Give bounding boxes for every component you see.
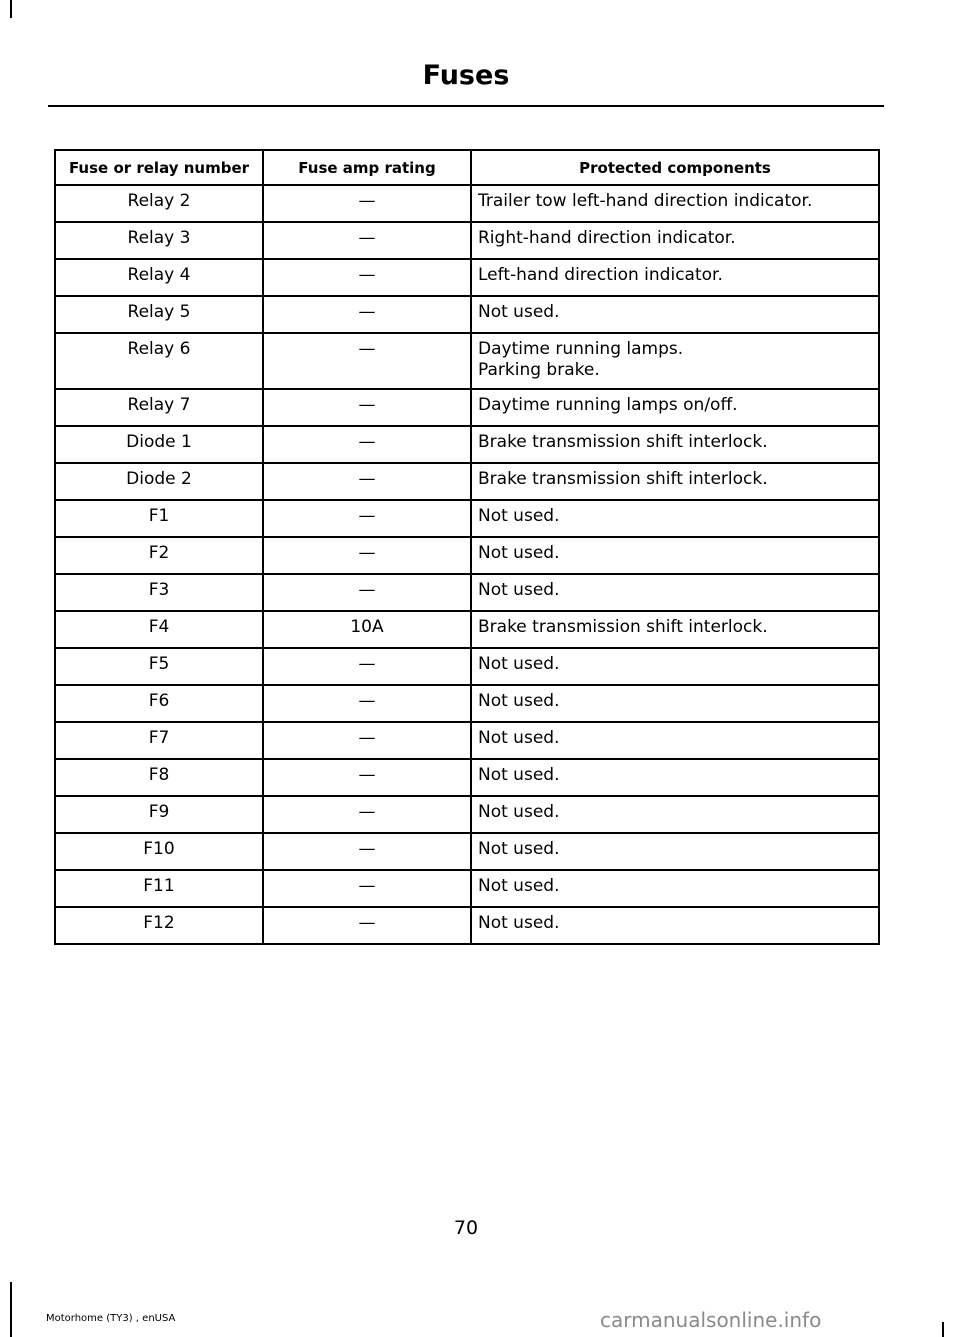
fuse-number-cell: Diode 2 [55, 463, 263, 500]
table-row [55, 833, 879, 870]
amp-rating-cell: — [263, 574, 471, 611]
table-row [55, 426, 879, 463]
amp-rating-cell: — [263, 796, 471, 833]
title-divider [48, 105, 884, 107]
watermark: carmanualsonline.info [600, 1308, 822, 1332]
table-row [55, 296, 879, 333]
protected-components-cell: Not used. [471, 648, 879, 685]
document-info: Motorhome (TY3) , enUSA [46, 1313, 176, 1324]
fuse-number-cell: Relay 6 [55, 333, 263, 389]
fuse-number-cell: Relay 7 [55, 389, 263, 426]
fuse-number-cell: F2 [55, 537, 263, 574]
protected-components-cell: Not used. [471, 907, 879, 944]
fuse-number-cell: Relay 3 [55, 222, 263, 259]
amp-rating-cell: — [263, 648, 471, 685]
amp-rating-cell: — [263, 389, 471, 426]
protected-components-cell: Not used. [471, 574, 879, 611]
protected-components-cell: Not used. [471, 296, 879, 333]
amp-rating-cell: — [263, 500, 471, 537]
header-fuse-number: Fuse or relay number [55, 150, 263, 185]
table-row [55, 870, 879, 907]
fuse-number-cell: F10 [55, 833, 263, 870]
crop-mark-bottom-right-vertical [942, 1322, 944, 1337]
fuse-number-cell: F8 [55, 759, 263, 796]
protected-components-cell: Not used. [471, 759, 879, 796]
protected-components-cell: Not used. [471, 500, 879, 537]
protected-components-cell: Trailer tow left-hand direction indicator. [471, 185, 879, 222]
fuse-number-cell: F5 [55, 648, 263, 685]
table-row [55, 759, 879, 796]
crop-mark-top-left-vertical [10, 0, 12, 18]
table-row [55, 389, 879, 426]
table-row [55, 222, 879, 259]
protected-components-cell: Not used. [471, 833, 879, 870]
protected-components-cell: Not used. [471, 537, 879, 574]
protected-components-cell: Brake transmission shift interlock. [471, 611, 879, 648]
amp-rating-cell: — [263, 333, 471, 389]
protected-components-cell: Brake transmission shift interlock. [471, 463, 879, 500]
table-row [55, 722, 879, 759]
fuse-number-cell: F12 [55, 907, 263, 944]
fuse-number-cell: F9 [55, 796, 263, 833]
fuse-number-cell: Relay 4 [55, 259, 263, 296]
table-row [55, 463, 879, 500]
header-amp-rating: Fuse amp rating [263, 150, 471, 185]
header-protected-components: Protected components [471, 150, 879, 185]
amp-rating-cell: — [263, 833, 471, 870]
protected-components-cell: Right-hand direction indicator. [471, 222, 879, 259]
table-header-row [55, 150, 879, 185]
protected-components-cell: Not used. [471, 685, 879, 722]
amp-rating-cell: — [263, 259, 471, 296]
table-row [55, 500, 879, 537]
fuse-number-cell: F7 [55, 722, 263, 759]
table-row [55, 185, 879, 222]
table-row [55, 907, 879, 944]
protected-components-cell: Brake transmission shift interlock. [471, 426, 879, 463]
amp-rating-cell: — [263, 463, 471, 500]
page-title: Fuses [422, 60, 510, 91]
amp-rating-cell: — [263, 426, 471, 463]
amp-rating-cell: — [263, 759, 471, 796]
amp-rating-cell: — [263, 537, 471, 574]
amp-rating-cell: — [263, 185, 471, 222]
table-row [55, 611, 879, 648]
crop-mark-bottom-left-vertical [10, 1282, 12, 1337]
table-row [55, 537, 879, 574]
protected-components-cell: Not used. [471, 870, 879, 907]
amp-rating-cell: — [263, 222, 471, 259]
protected-components-cell: Daytime running lamps. Parking brake. [471, 333, 879, 389]
amp-rating-cell: — [263, 296, 471, 333]
fuse-table [54, 149, 880, 945]
protected-components-cell: Not used. [471, 722, 879, 759]
protected-components-cell: Left-hand direction indicator. [471, 259, 879, 296]
fuse-number-cell: F6 [55, 685, 263, 722]
amp-rating-cell: — [263, 722, 471, 759]
fuse-number-cell: Relay 2 [55, 185, 263, 222]
amp-rating-cell: — [263, 907, 471, 944]
amp-rating-cell: — [263, 685, 471, 722]
protected-components-cell: Not used. [471, 796, 879, 833]
page-number: 70 [453, 1217, 479, 1239]
table-row [55, 259, 879, 296]
table-row [55, 685, 879, 722]
fuse-number-cell: Relay 5 [55, 296, 263, 333]
table-row [55, 796, 879, 833]
amp-rating-cell: 10A [263, 611, 471, 648]
fuse-number-cell: Diode 1 [55, 426, 263, 463]
amp-rating-cell: — [263, 870, 471, 907]
fuse-number-cell: F11 [55, 870, 263, 907]
fuse-number-cell: F3 [55, 574, 263, 611]
table-row [55, 648, 879, 685]
fuse-number-cell: F4 [55, 611, 263, 648]
table-row [55, 333, 879, 389]
table-row [55, 574, 879, 611]
fuse-number-cell: F1 [55, 500, 263, 537]
protected-components-cell: Daytime running lamps on/off. [471, 389, 879, 426]
